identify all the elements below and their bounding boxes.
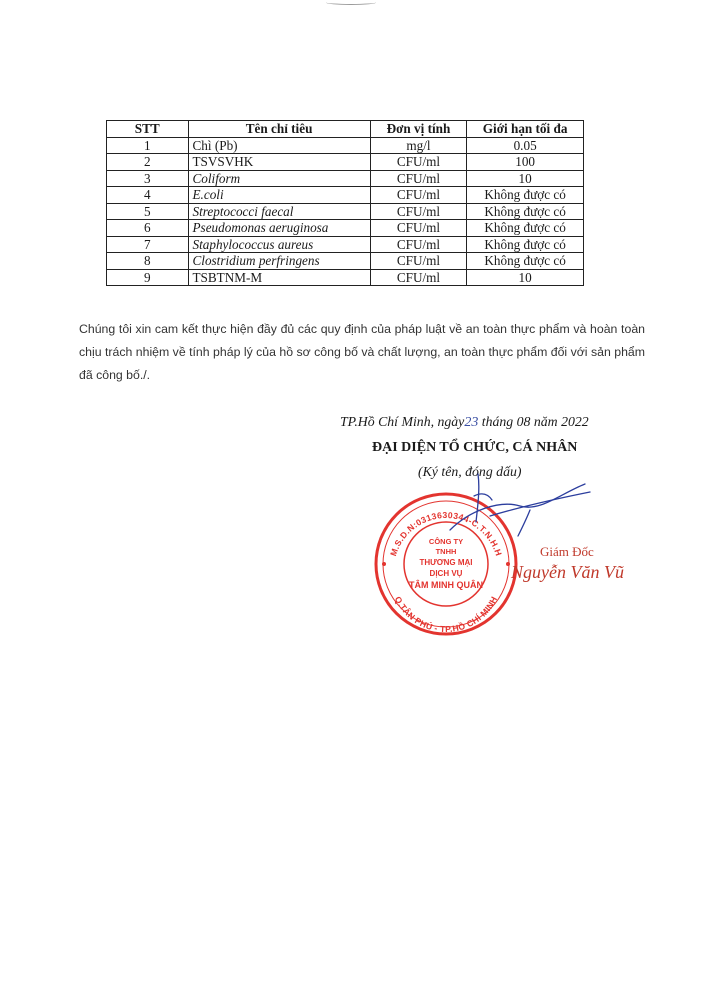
table-row bbox=[107, 137, 584, 154]
row-name: Coliform bbox=[188, 170, 370, 187]
row-unit: CFU/ml bbox=[370, 203, 467, 220]
stamp-line-4: DỊCH VỤ bbox=[429, 569, 463, 578]
row-name: Staphylococcus aureus bbox=[188, 236, 370, 253]
row-limit: Không được có bbox=[467, 253, 584, 270]
row-stt: 1 bbox=[107, 137, 189, 154]
row-stt: 6 bbox=[107, 220, 189, 237]
row-limit: Không được có bbox=[467, 236, 584, 253]
header-stt: STT bbox=[107, 121, 189, 138]
table-body bbox=[107, 137, 584, 286]
row-stt: 8 bbox=[107, 253, 189, 270]
place-date-suffix: tháng 08 năm 2022 bbox=[478, 414, 589, 429]
row-limit: 10 bbox=[467, 269, 584, 286]
page-top-mark bbox=[326, 0, 376, 5]
row-unit: CFU/ml bbox=[370, 269, 467, 286]
place-date-day: 23 bbox=[464, 415, 479, 430]
table-row bbox=[107, 187, 584, 204]
row-unit: CFU/ml bbox=[370, 253, 467, 270]
signature-note: (Ký tên, đóng dấu) bbox=[418, 464, 522, 479]
header-limit: Giới hạn tối đa bbox=[467, 121, 584, 138]
stamp-line-1: CÔNG TY bbox=[428, 537, 464, 546]
table-row bbox=[107, 170, 584, 187]
row-unit: CFU/ml bbox=[370, 170, 467, 187]
row-name: E.coli bbox=[188, 187, 370, 204]
row-name: Streptococci faecal bbox=[188, 203, 370, 220]
row-limit: Không được có bbox=[467, 187, 584, 204]
row-limit: 10 bbox=[467, 170, 584, 187]
row-unit: mg/l bbox=[370, 137, 467, 154]
stamp-ring-text: M.S.D.N:0313630344-C.T.N.H.H bbox=[388, 509, 504, 558]
row-unit: CFU/ml bbox=[370, 154, 467, 171]
row-unit: CFU/ml bbox=[370, 187, 467, 204]
table-header-row bbox=[107, 121, 584, 138]
stamp-line-3: THƯƠNG MẠI bbox=[419, 558, 473, 567]
row-limit: Không được có bbox=[467, 203, 584, 220]
director-name: Nguyễn Văn Vũ bbox=[511, 562, 624, 582]
row-unit: CFU/ml bbox=[370, 220, 467, 237]
representative-title: ĐẠI DIỆN TỔ CHỨC, CÁ NHÂN bbox=[372, 440, 578, 455]
row-limit: Không được có bbox=[467, 220, 584, 237]
row-stt: 4 bbox=[107, 187, 189, 204]
table-row bbox=[107, 203, 584, 220]
quality-spec-table bbox=[106, 120, 584, 286]
row-limit: 100 bbox=[467, 154, 584, 171]
director-position: Giám Đốc bbox=[540, 544, 594, 559]
row-stt: 5 bbox=[107, 203, 189, 220]
stamp-line-5: TÂM MINH QUÂN bbox=[409, 580, 483, 590]
place-date-prefix: TP.Hồ Chí Minh, ngày bbox=[340, 414, 465, 429]
place-date bbox=[340, 414, 589, 431]
table-row bbox=[107, 154, 584, 171]
row-unit: CFU/ml bbox=[370, 236, 467, 253]
row-stt: 2 bbox=[107, 154, 189, 171]
table-row bbox=[107, 220, 584, 237]
handwritten-signature bbox=[430, 470, 600, 550]
row-name: TSVSVHK bbox=[188, 154, 370, 171]
commitment-paragraph: Chúng tôi xin cam kết thực hiện đầy đủ các quy định của pháp luật về an toàn thực phẩm và hoàn toàn chịu trách nhiệm về tính pháp lý của hồ sơ công bố và chất lượng, an toàn thực phẩm đối với sản phẩm đã công bố./. bbox=[79, 322, 645, 382]
stamp-bottom-text: Q.TÂN PHÚ - TP.HỒ CHÍ MINH bbox=[392, 594, 500, 635]
stamp-line-2: TNHH bbox=[435, 547, 457, 556]
table-row bbox=[107, 253, 584, 270]
row-name: Pseudomonas aeruginosa bbox=[188, 220, 370, 237]
row-name: Chì (Pb) bbox=[188, 137, 370, 154]
row-stt: 9 bbox=[107, 269, 189, 286]
table-row bbox=[107, 269, 584, 286]
row-name: Clostridium perfringens bbox=[188, 253, 370, 270]
row-name: TSBTNM-M bbox=[188, 269, 370, 286]
row-limit: 0.05 bbox=[467, 137, 584, 154]
svg-text:Q.TÂN PHÚ - TP.HỒ CHÍ MINH bbox=[393, 595, 499, 634]
row-stt: 7 bbox=[107, 236, 189, 253]
row-stt: 3 bbox=[107, 170, 189, 187]
header-unit: Đơn vị tính bbox=[370, 121, 467, 138]
table-row bbox=[107, 236, 584, 253]
header-name: Tên chỉ tiêu bbox=[188, 121, 370, 138]
